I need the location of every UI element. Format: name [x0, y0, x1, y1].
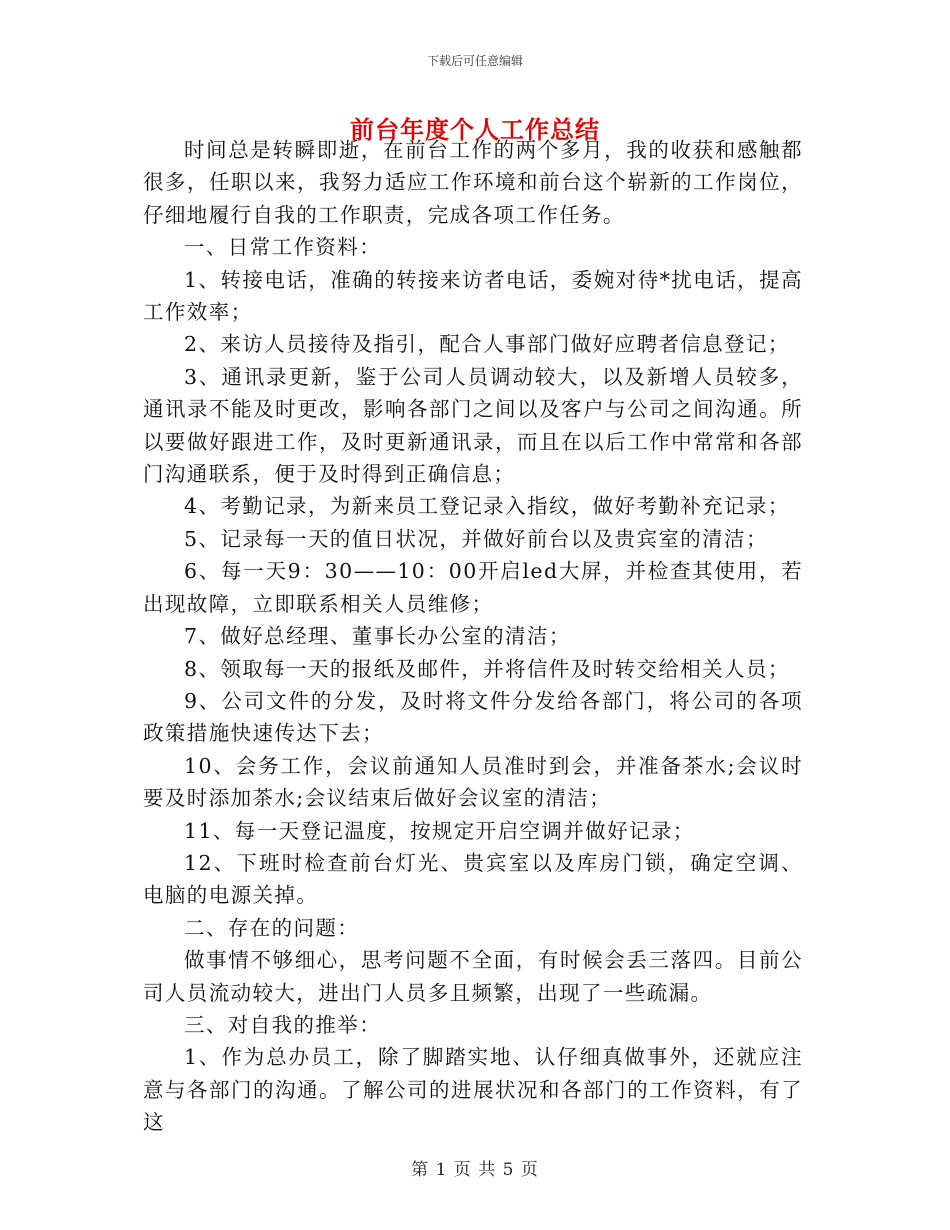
- list-item: 1、作为总办员工，除了脚踏实地、认仔细真做事外，还就应注意与各部门的沟通。了解公司的进展状况和各部门的工作资料，有了这: [143, 1045, 803, 1135]
- list-item: 7、做好总经理、董事长办公室的清洁；: [184, 624, 571, 649]
- list-item: 10、会务工作，会议前通知人员准时到会，并准备茶水;会议时要及时添加茶水;会议结束后做好会议室的清洁；: [143, 753, 803, 811]
- section-heading-self-recommendation: 三、对自我的推举：: [184, 1012, 382, 1037]
- document-body: [143, 134, 803, 1139]
- paragraph-intro: 时间总是转瞬即逝，在前台工作的两个多月，我的收获和感触都很多，任职以来，我努力适应工作环境和前台这个崭新的工作岗位，仔细地履行自我的工作职责，完成各项工作任务。: [143, 138, 803, 227]
- list-item: 12、下班时检查前台灯光、贵宾室以及库房门锁，确定空调、电脑的电源关掉。: [143, 850, 803, 908]
- list-item: 6、每一天9：30——10：00开启led大屏，并检查其使用，若出现故障，立即联系相关人员维修；: [143, 559, 803, 616]
- list-item: 11、每一天登记温度，按规定开启空调并做好记录；: [184, 818, 695, 843]
- list-item: 9、公司文件的分发，及时将文件分发给各部门，将公司的各项政策措施快速传达下去；: [143, 688, 803, 746]
- list-item: 1、转接电话，准确的转接来访者电话，委婉对待*扰电话，提高工作效率；: [143, 267, 803, 325]
- document-title: 前台年度个人工作总结: [350, 115, 600, 144]
- paragraph-problems: 做事情不够细心，思考问题不全面，有时候会丢三落四。目前公司人员流动较大，进出门人员多且频繁，出现了一些疏漏。: [143, 948, 803, 1005]
- section-heading-problems: 二、存在的问题：: [184, 915, 360, 940]
- list-item: 8、领取每一天的报纸及邮件，并将信件及时转交给相关人员；: [184, 656, 790, 681]
- section-heading-daily-work: 一、日常工作资料：: [184, 235, 382, 260]
- list-item: 3、通讯录更新，鉴于公司人员调动较大，以及新增人员较多，通讯录不能及时更改，影响各部门之间以及客户与公司之间沟通。所以要做好跟进工作，及时更新通讯录，而且在以后工作中常常和各部门沟通联系，便于及时得到正确信息；: [143, 364, 803, 487]
- list-item: 4、考勤记录，为新来员工登记录入指纹，做好考勤补充记录；: [184, 494, 790, 519]
- list-item: 2、来访人员接待及指引，配合人事部门做好应聘者信息登记；: [184, 332, 790, 357]
- header-note: 下载后可任意编辑: [426, 54, 523, 68]
- list-item: 5、记录每一天的值日状况，并做好前台以及贵宾室的清洁；: [184, 526, 768, 551]
- page-footer: 第 1 页 共 5 页: [411, 1160, 539, 1180]
